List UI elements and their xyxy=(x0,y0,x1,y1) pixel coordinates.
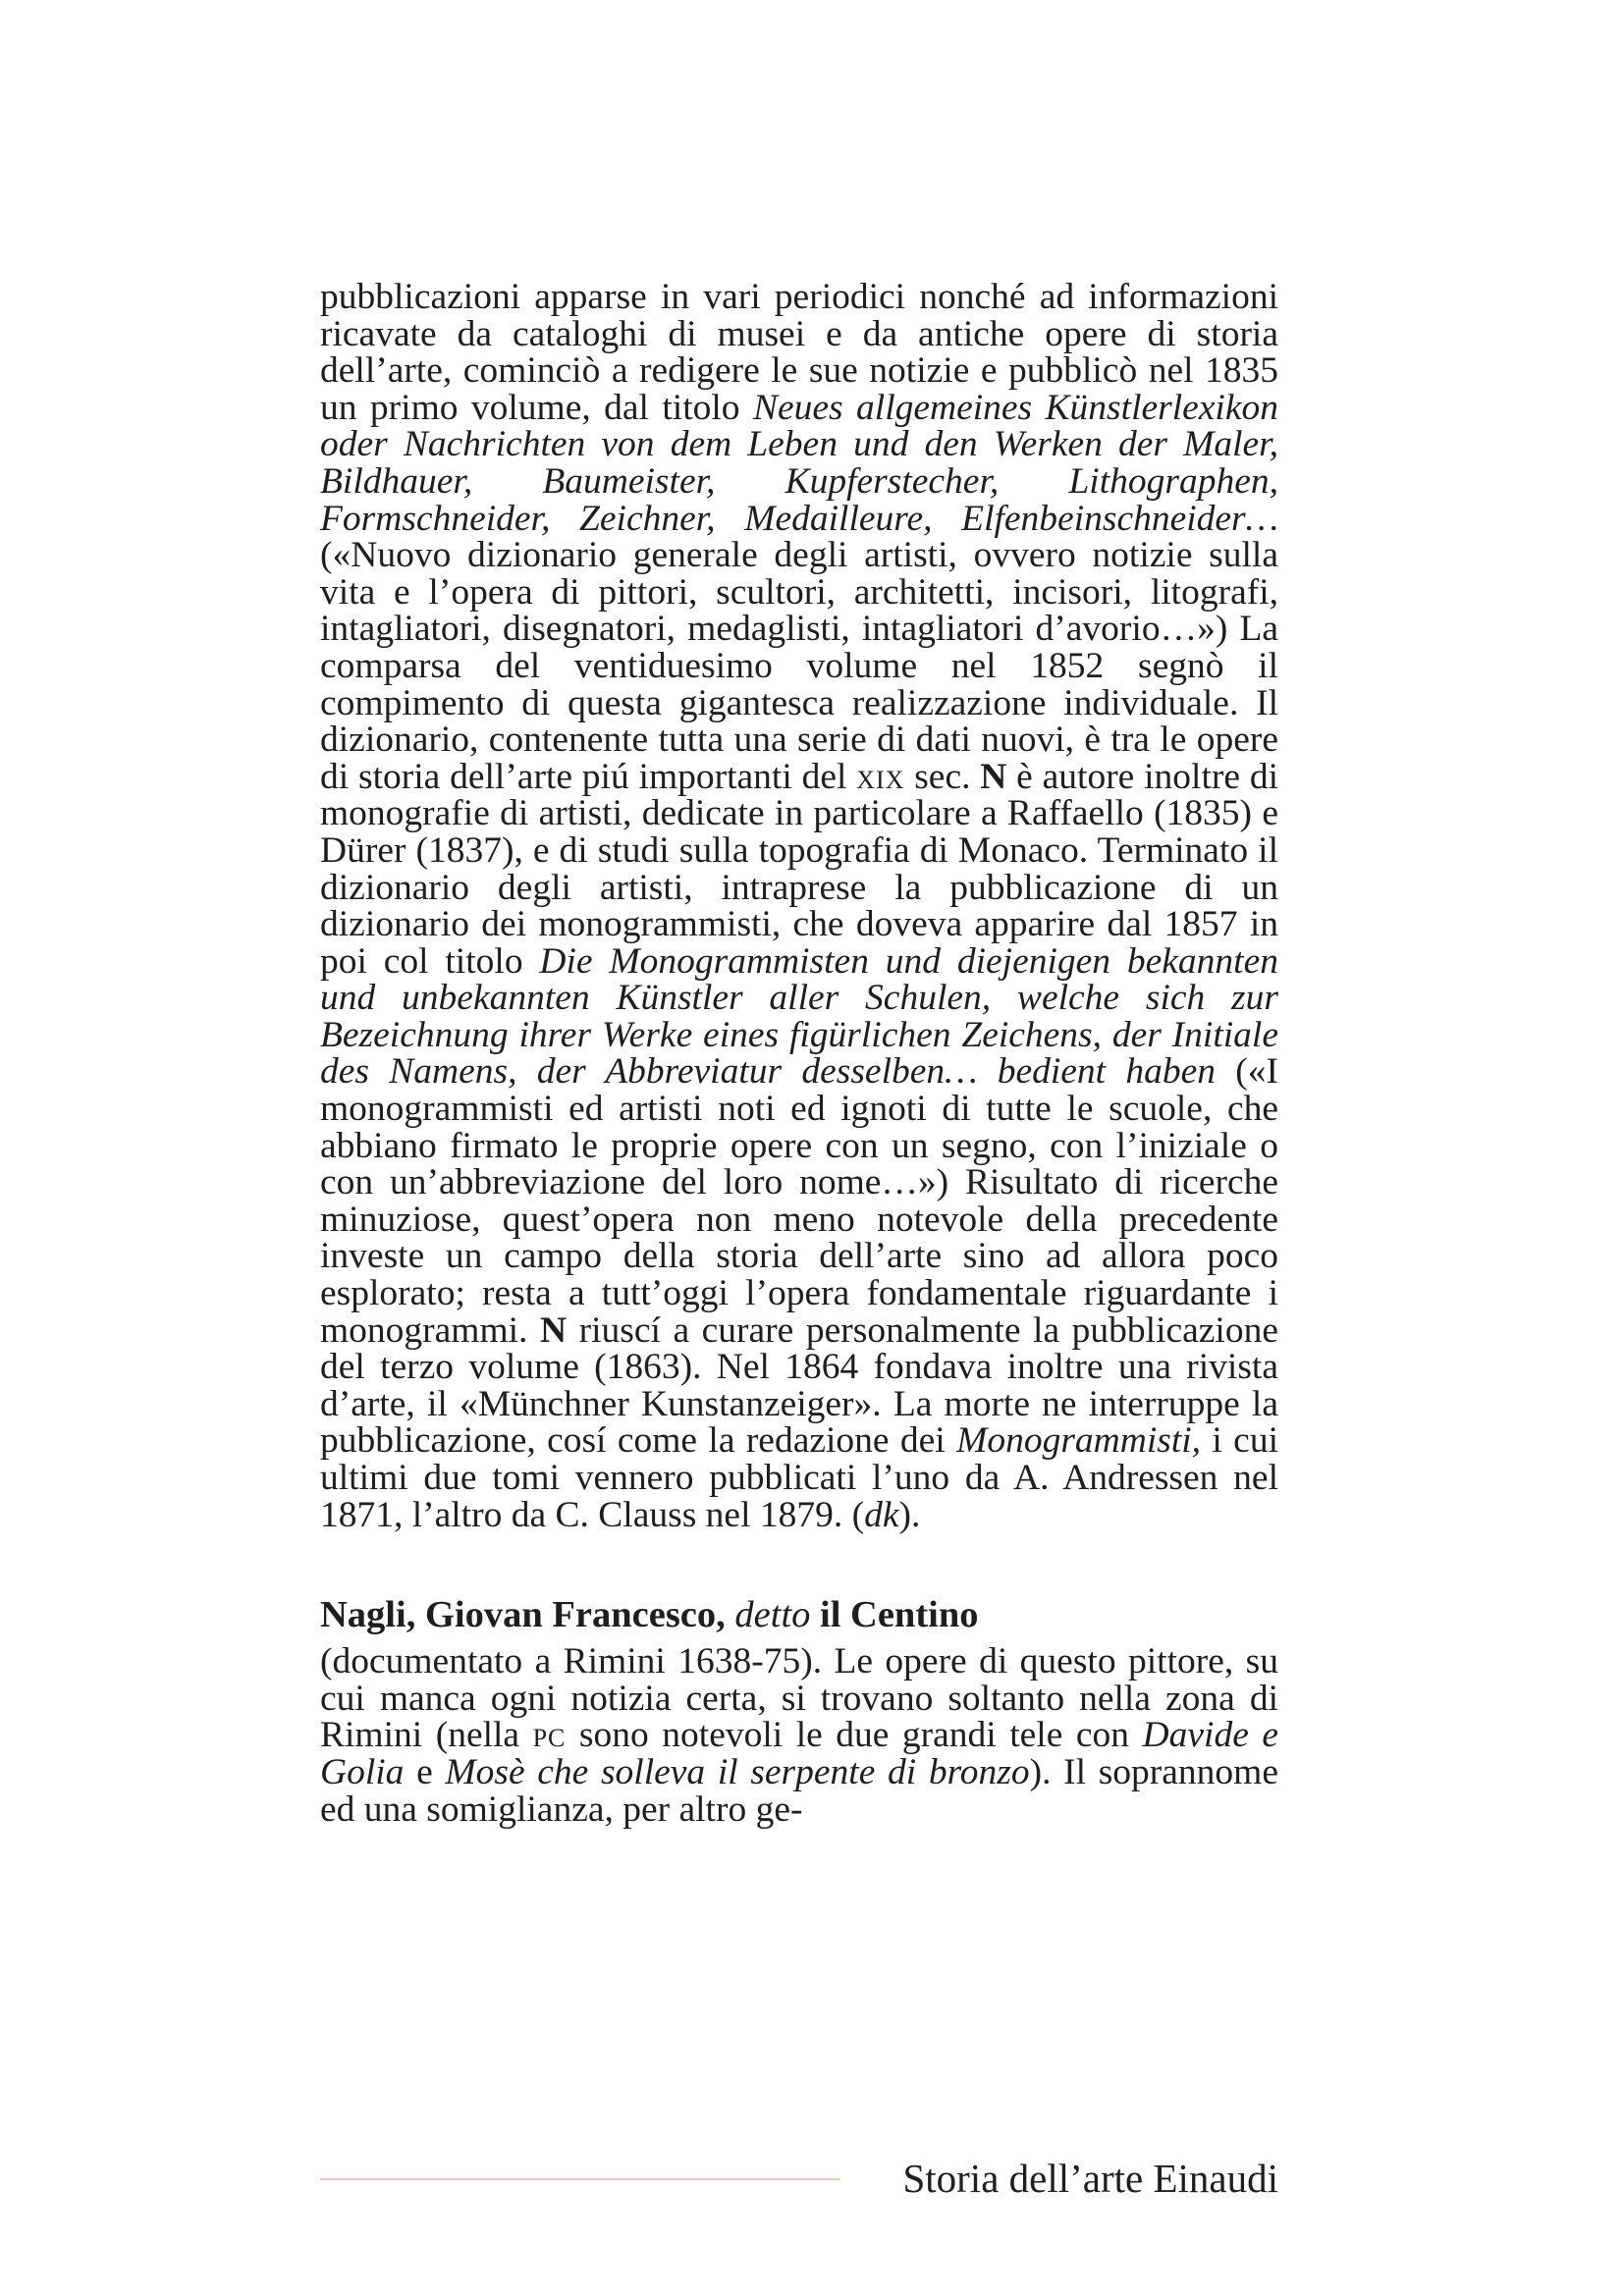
text-run: ). xyxy=(898,1494,921,1535)
text-run: sono notevoli le due grandi tele con xyxy=(566,1715,1143,1756)
text-column xyxy=(320,279,1278,1828)
text-run: («Nuovo dizionario generale degli artisti, ovvero notizie sulla vita e l’opera di pittori, scultori, architetti, incisori, litografi, intagliatori, disegnatori, medaglisti, intagliatori d’avorio…») La comparsa del ventiduesimo volume nel 1852 segnò il compimento di questa gigantesca realizzazione individuale. Il dizionario, contenente tutta una serie di dati nuovi, è tra le opere di storia dell’arte piú importanti del xyxy=(320,535,1278,797)
body-paragraph xyxy=(320,279,1278,1533)
book-title: Monogrammisti, xyxy=(956,1420,1202,1462)
text-run: pubblicazioni apparse in vari periodici nonché ad informazioni ricavate da cataloghi di musei e da antiche opere di storia dell’arte, cominciò a redigere le sue notizie e pubblicò nel 1835 un primo volume, dal titolo xyxy=(320,277,1278,428)
text-run: riuscí a curare personalmente la pubblicazione del terzo volume (1863). Nel 1864 fondava inoltre una rivista d’arte, il «Münchner Kunstanzeiger». La morte ne interruppe la pubblicazione, cosí come la redazione dei xyxy=(320,1309,1278,1462)
entry-nickname: il Centino xyxy=(820,1594,979,1636)
text-run: i cui ultimi due tomi vennero pubblicati l’uno da A. Andressen nel 1871, l’altro da C. Clauss nel 1879. ( xyxy=(320,1420,1278,1535)
text-run: («I monogrammisti ed artisti noti ed ignoti di tutte le scuole, che abbiano firmato le proprie opere con un segno, con l’iniziale o con un’abbreviazione del loro nome…») Risultato di ricerche minuziose, quest’opera non meno notevole della precedente investe un campo della storia dell’arte sino ad allora poco esplorato; resta a tutt’oggi l’opera fondamentale riguardante i monogrammi. xyxy=(320,1051,1278,1351)
subject-abbreviation: N xyxy=(980,756,1007,797)
subject-abbreviation: N xyxy=(539,1309,568,1351)
footer-rule xyxy=(320,2178,840,2180)
text-run: (documentato a Rimini 1638-75). Le opere di questo pittore, su cui manca ogni notizia certa, si trovano soltanto nella zona di Rimini (nella xyxy=(320,1641,1278,1756)
entry-detto: detto xyxy=(734,1594,811,1636)
author-initials: dk xyxy=(864,1494,899,1535)
century-numeral: xix xyxy=(856,756,905,797)
entry-name: Nagli, Giovan Francesco, xyxy=(320,1594,726,1636)
book-title: Neues allgemeines Künstlerlexikon oder Nachrichten von dem Leben und den Werken der Maler, Bildhauer, Baumeister, Kupferstecher, Lithographen, Formschneider, Zeichner, Medailleure, Elfenbeinschneider… xyxy=(320,387,1278,539)
entry-paragraph xyxy=(320,1643,1278,1828)
footer-label: Storia dell’arte Einaudi xyxy=(902,2156,1278,2201)
book-title: Die Monogrammisten und diejenigen bekannten und unbekannten Künstler aller Schulen, welche sich zur Bezeichnung ihrer Werke eines figürlichen Zeichens, der Initiale des Namens, der Abbreviatur desselben… bedient haben xyxy=(320,940,1278,1093)
text-run: sec. xyxy=(904,756,981,797)
artwork-title: Mosè che solleva il serpente di bronzo xyxy=(445,1751,1030,1792)
artwork-title: Davide e Golia xyxy=(320,1715,1278,1792)
text-run: è autore inoltre di monografie di artisti, dedicate in particolare a Raffaello (1835) e Dürer (1837), e di studi sulla topografia di Monaco. Terminato il dizionario degli artisti, intraprese la pubblicazione di un dizionario dei monogrammisti, che doveva apparire dal 1857 in poi col titolo xyxy=(320,756,1278,982)
text-run: ). Il soprannome ed una somiglianza, per altro ge- xyxy=(320,1751,1278,1830)
entry-heading xyxy=(320,1594,1278,1635)
text-run: e xyxy=(404,1751,446,1792)
abbreviation-pc: pc xyxy=(532,1715,567,1756)
